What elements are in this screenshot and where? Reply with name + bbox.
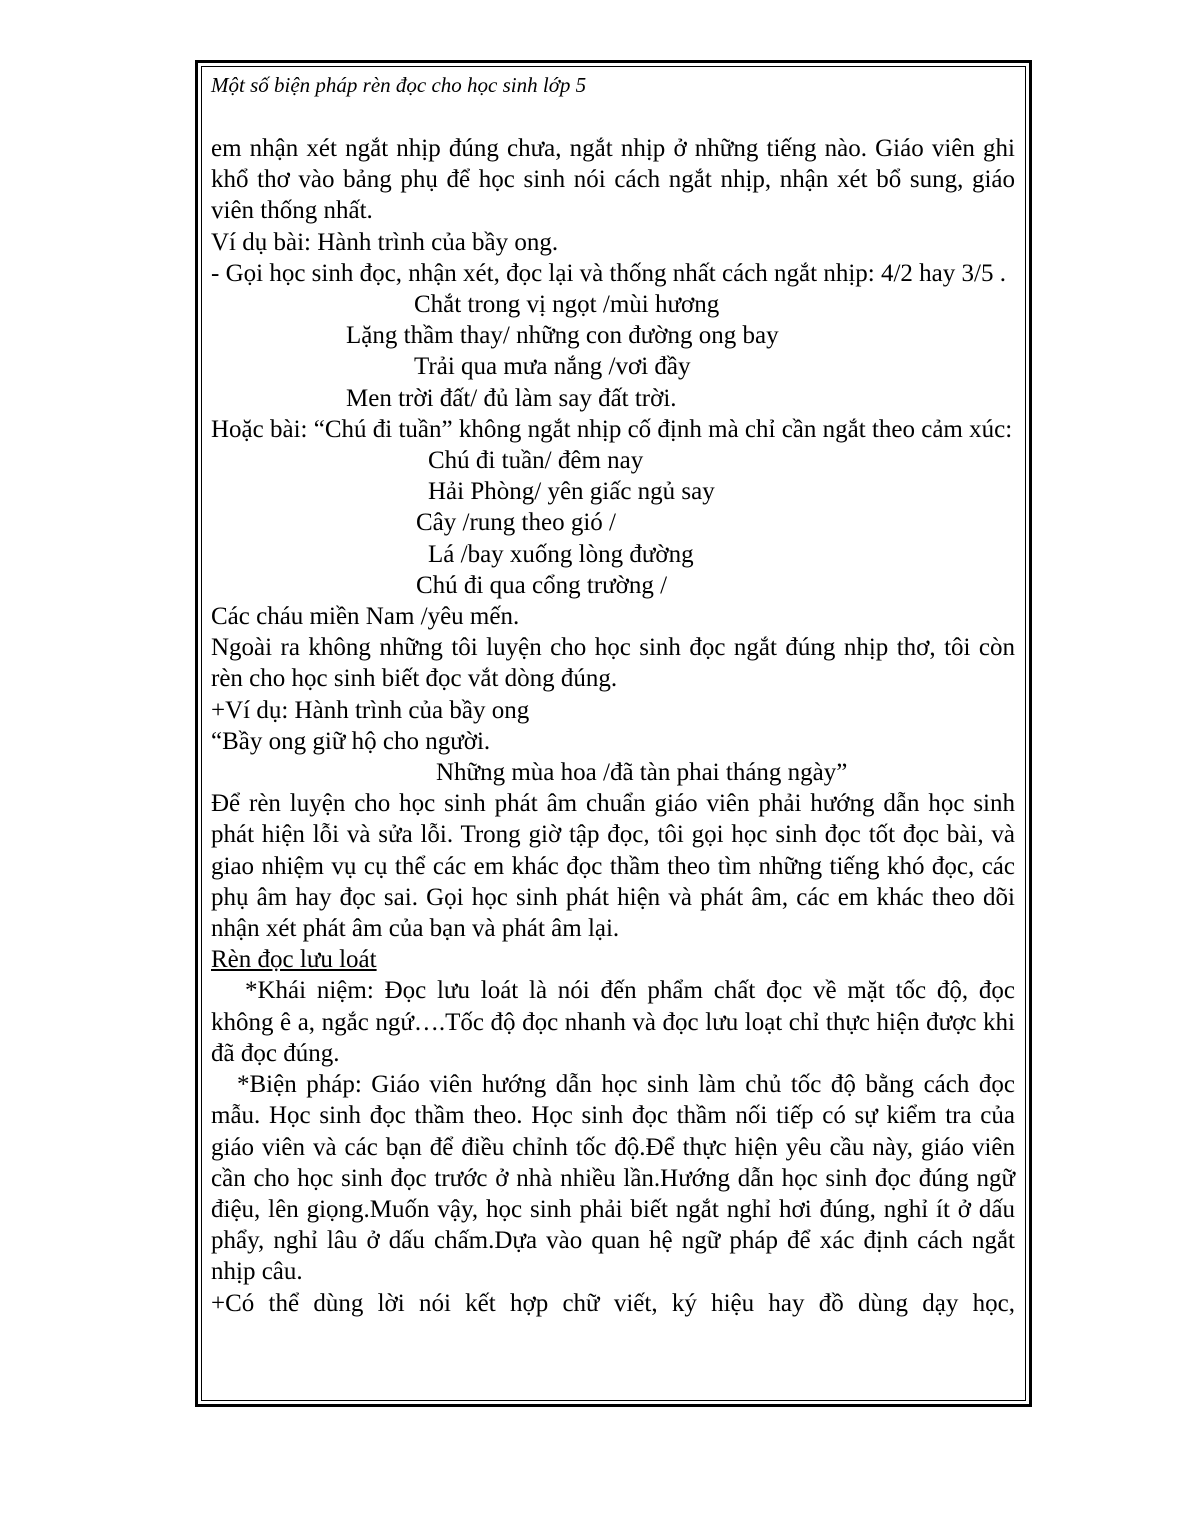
- paragraph-10: Để rèn luyện cho học sinh phát âm chuẩn giáo viên phải hướng dẫn học sinh phát hiện lỗi và sửa lỗi. Trong giờ tập đọc, tôi gọi học sinh đọc tốt đọc bài, và giao nhiệm vụ cụ thể các em khác đọc thầm theo tìm những tiếng khó đọc, các phụ âm hay đọc sai. Gọi học sinh phát hiện và phát âm, các em khác theo dõi nhận xét phát âm của bạn và phát âm lại.: [211, 790, 1015, 943]
- paragraph-4: Hoặc bài: “Chú đi tuần” không ngắt nhịp cố định mà chỉ cần ngắt theo cảm xúc:: [211, 415, 1013, 443]
- paragraph-8: “Bầy ong giữ hộ cho người.: [211, 727, 491, 755]
- paragraph-5: Các cháu miền Nam /yêu mến.: [211, 603, 520, 631]
- document-body: [211, 70, 1015, 1319]
- paragraph-3: - Gọi học sinh đọc, nhận xét, đọc lại và thống nhất cách ngắt nhịp: 4/2 hay 3/5 .: [211, 259, 1006, 287]
- paragraph-12: *Biện pháp: Giáo viên hướng dẫn học sinh làm chủ tốc độ bằng cách đọc mẫu. Học sinh đọc thầm theo. Học sinh đọc thầm nối tiếp có sự kiểm tra của giáo viên và các bạn để điều chỉnh tốc độ.Để thực hiện yêu cầu này, giáo viên cần cho học sinh đọc trước ở nhà nhiều lần.Hướng dẫn học sinh đọc đúng ngữ điệu, lên giọng.Muốn vậy, học sinh phải biết ngắt nghỉ hơi đúng, nghỉ ít ở dấu phẩy, nghỉ lâu ở dấu chấm.Dựa vào quan hệ ngữ pháp để xác định cách ngắt nhịp câu.: [211, 1071, 1015, 1286]
- paragraph-2: Ví dụ bài: Hành trình của bầy ong.: [211, 228, 559, 256]
- poem2-line-4: Lá /bay xuống lòng đường: [428, 540, 694, 568]
- poem2-line-2: Hải Phòng/ yên giấc ngủ say: [428, 478, 715, 506]
- poem1-line-2: Lặng thầm thay/ những con đường ong bay: [346, 322, 779, 350]
- poem2-line-5: Chú đi qua cổng trường /: [416, 571, 668, 599]
- poem2-line-1: Chú đi tuần/ đêm nay: [428, 447, 644, 475]
- poem1-line-1: Chắt trong vị ngọt /mùi hương: [414, 291, 720, 319]
- poem1-line-3: Trải qua mưa nắng /vơi đầy: [414, 353, 691, 381]
- paragraph-11: *Khái niệm: Đọc lưu loát là nói đến phẩm chất đọc về mặt tốc độ, đọc không ê a, ngắc ngứ….Tốc độ đọc nhanh và đọc lưu loạt chỉ thực hiện được khi đã đọc đúng.: [211, 977, 1015, 1067]
- paragraph-1: em nhận xét ngắt nhịp đúng chưa, ngắt nhịp ở những tiếng nào. Giáo viên ghi khổ thơ vào bảng phụ để học sinh nói cách ngắt nhịp, nhận xét bổ sung, giáo viên thống nhất.: [211, 135, 1015, 225]
- paragraph-13: +Có thể dùng lời nói kết hợp chữ viết, ký hiệu hay đồ dùng dạy học,: [211, 1289, 1015, 1317]
- poem2-line-3: Cây /rung theo gió /: [416, 509, 616, 537]
- header-spacer: [211, 101, 1015, 133]
- paragraph-9: Những mùa hoa /đã tàn phai tháng ngày”: [436, 759, 848, 787]
- paragraph-6: Ngoài ra không những tôi luyện cho học sinh đọc ngắt đúng nhịp thơ, tôi còn rèn cho học sinh biết đọc vắt dòng đúng.: [211, 634, 1015, 693]
- paragraph-7: +Ví dụ: Hành trình của bầy ong: [211, 696, 530, 724]
- page-header: Một số biện pháp rèn đọc cho học sinh lớp 5: [211, 73, 587, 97]
- poem1-line-4: Men trời đất/ đủ làm say đất trời.: [346, 384, 677, 412]
- section-heading: Rèn đọc lưu loát: [211, 946, 377, 974]
